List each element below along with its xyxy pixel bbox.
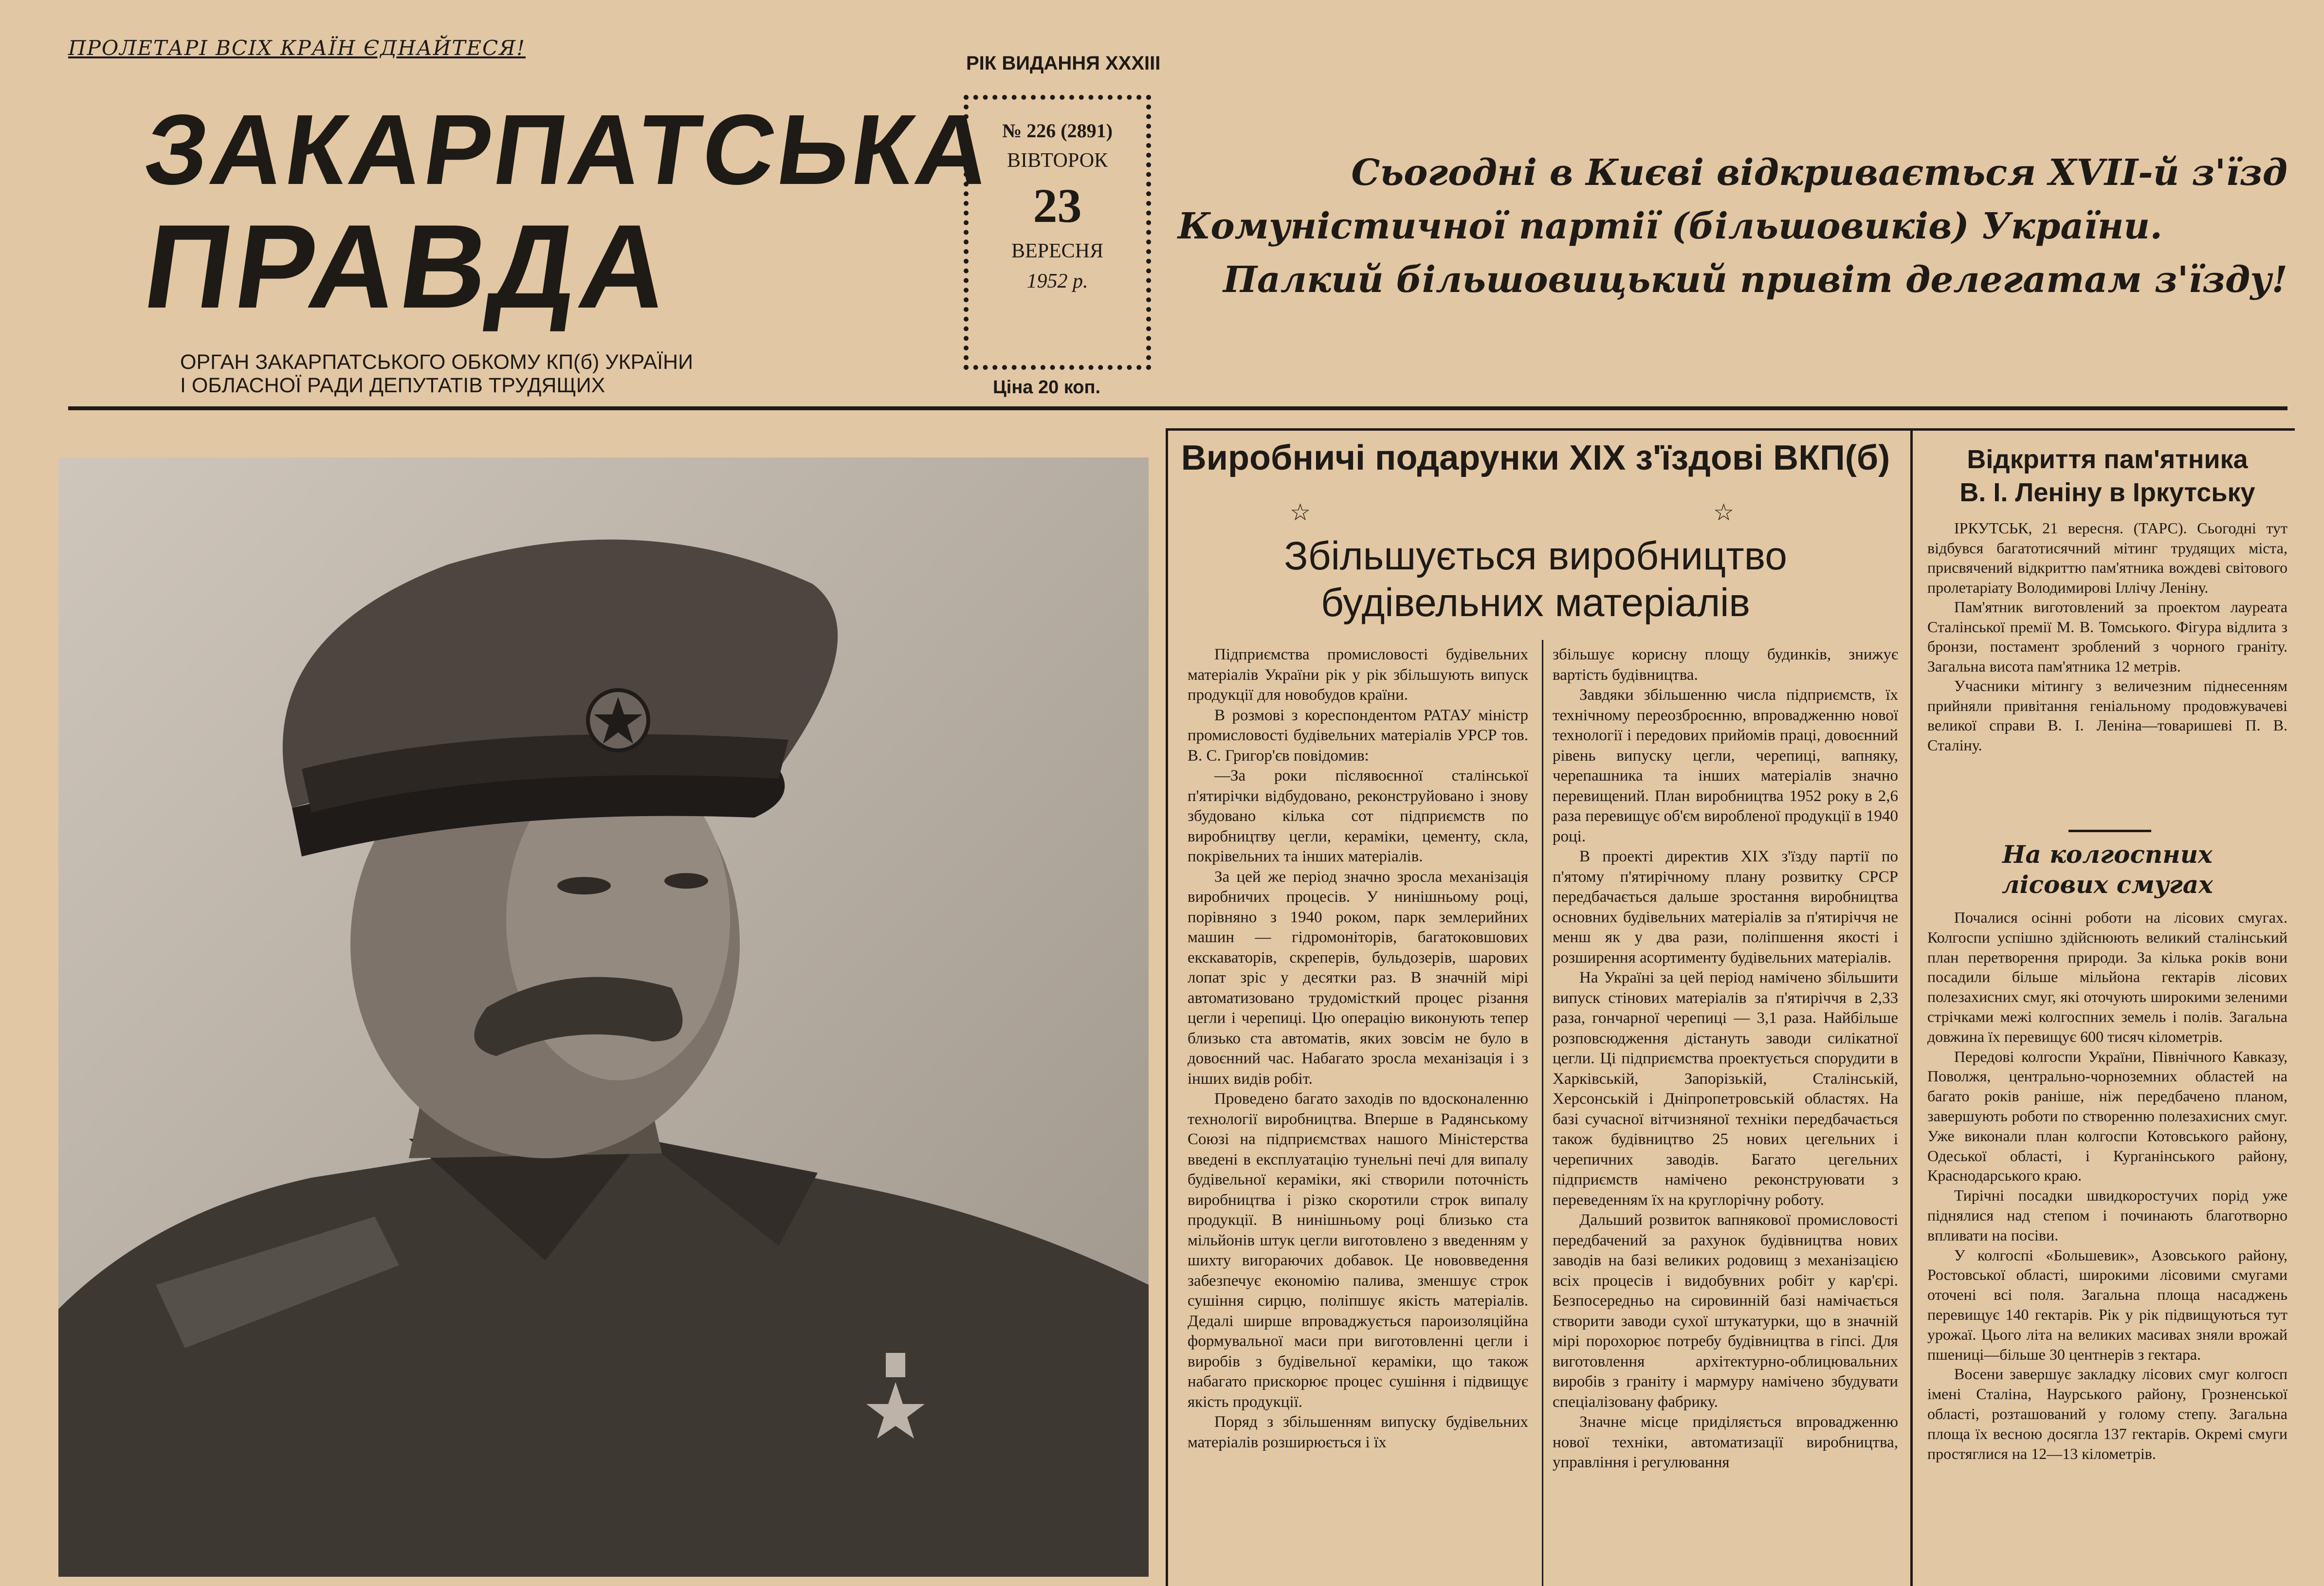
paragraph: Передові колгоспи України, Північного Кавказу, Поволжя, центрально-чорноземних областей на багато років раніше, ніж передбачено планом, завершують роботи по створенню полезахисних смуг. Уже виконали план колгоспи Котовського району, Одеської області, і Курганінського району, Краснодарського краю. <box>1927 1047 2287 1185</box>
article-headline: Виробничі подарунки XIX з'їздові ВКП(б) <box>1181 438 1890 477</box>
article-column-left <box>1188 645 1528 1453</box>
portrait-image <box>58 457 1149 1577</box>
masthead-subtitle: ПРАВДА <box>136 200 681 333</box>
forest-article-headline <box>1922 839 2292 900</box>
paragraph: Пам'ятник виготовлений за проектом лауреата Сталінської премії М. В. Томського. Фігура відлита з бронзи, постамент зроблений з чорного граніту. Загальна висота пам'ятника 12 метрів. <box>1927 598 2287 675</box>
paragraph: Проведено багато заходів по вдосконаленню технології виробництва. Вперше в Радянському Союзі на підприємствах нашого Міністерства введені в експлуатацію тунельні печі для випалу будівельної кераміки, які створили поточність виробництва і різко скоротили строк випалу продукції. В нинішньому році близько ста мільйонів штук цегли виготовлено з введенням у шихту вигораючих добавок. Це нововведення забезпечує економію палива, зменшує строк сушіння сирцю, поліпшує якість матеріалів. Дедалі ширше впроваджується пароизоляційна формувальної маси при виготовленні цегли і виробів з будівельної кераміки, що також набагато прискорює процес сушіння і підвищує якість продукції. <box>1188 1090 1528 1411</box>
organ-statement <box>180 350 693 397</box>
paragraph: ІРКУТСЬК, 21 вересня. (ТАРС). Сьогодні тут відбувся багатотисячний мітинг трудящих міста, присвячений відкриттю пам'ятника вождеві світового пролетаріату Володимирові Іллічу Леніну. <box>1927 519 2287 596</box>
paragraph: За цей же період значно зросла механізація виробничих процесів. У нинішньому році, порівняно з 1940 роком, парк землерийних машин — гідромоніторів, багатоковшових екскаваторів, скреперів, бульдозерів, шарових лопат зріс у десятки раз. В значній мірі автоматизовано трудомісткий процес різання цегли і черепиці. Цю операцію виконують тепер близько ста автоматів, яких зовсім не було в довоєнний час. Набагато зросла механізація і з інших видів робіт. <box>1188 868 1528 1088</box>
headline-line: Відкриття пам'ятника <box>1967 445 2248 474</box>
message-line: Сьогодні в Києві відкривається XVII-й з'їзд <box>1351 152 2287 194</box>
star-icon: ☆ <box>1713 499 1735 526</box>
issue-number: № 226 (2891) <box>1002 120 1113 142</box>
date-day: 23 <box>1033 179 1082 233</box>
paragraph: збільшує корисну площу будинків, знижує вартість будівництва. <box>1553 646 1898 684</box>
header-divider <box>68 406 2287 410</box>
paragraph: У колгоспі «Большевик», Азовського району, Ростовської області, широкими лісовими смугами оточені всі поля. Загальна площа насаджень перевищує 140 гектарів. Рік у рік підвищуються тут урожаї. Цього літа на великих масивах зняли врожай пшениці—більше 30 центнерів з гектара. <box>1927 1246 2287 1363</box>
date-year: 1952 р. <box>1026 270 1088 292</box>
date-month: ВЕРЕСНЯ <box>1011 240 1104 262</box>
star-icon: ☆ <box>1290 499 1311 526</box>
masthead-title: ЗАКАРПАТСЬКА <box>138 94 1000 205</box>
portrait-illustration <box>58 457 1149 1577</box>
headline-line: лісових смугах <box>2001 870 2213 899</box>
organ-line: І ОБЛАСНОЇ РАДИ ДЕПУТАТІВ ТРУДЯЩИХ <box>180 374 605 397</box>
column-divider <box>1542 640 1543 1586</box>
motto: ПРОЛЕТАРІ ВСІХ КРАЇН ЄДНАЙТЕСЯ! <box>68 36 526 60</box>
paragraph: Почалися осінні роботи на лісових смугах. Колгоспи успішно здійснюють великий сталінський план перетворення природи. За кілька років вони посадили більше мільйона гектарів лісових полезахисних смуг, які оточують широкими зеленими стрічками межі колгоспних земель і полів. Загальна довжина їх перевищує 600 тисяч кілометрів. <box>1927 909 2287 1045</box>
message-line: Комуністичної партії (більшовиків) України. <box>1178 205 2162 247</box>
year-label: РІК ВИДАННЯ XXXIII <box>966 53 1161 74</box>
paragraph: Восени завершує закладку лісових смуг колгосп імені Сталіна, Наурського району, Грозненської області, розташований у голому степу. Загальна площа їх весною досягла 137 гектарів. Окремі смуги простяглися на 12—13 кілометрів. <box>1927 1365 2287 1462</box>
front-message <box>1178 146 2287 307</box>
lenin-article-headline <box>1922 443 2292 509</box>
article-subheadline: Збільшується виробництво будівельних матеріалів <box>1284 534 1787 625</box>
organ-line: ОРГАН ЗАКАРПАТСЬКОГО ОБКОМУ КП(б) УКРАЇНИ <box>180 350 694 374</box>
issue-date-box <box>964 95 1151 370</box>
weekday: ВІВТОРОК <box>1006 149 1108 172</box>
column-divider <box>1910 428 1913 1586</box>
price: Ціна 20 коп. <box>993 377 1101 398</box>
paragraph: Дальший розвиток вапнякової промисловості передбачений за рахунок будівництва нових заводів на базі великих родовищ з механізацією всіх процесів і видобувних робіт у кар'єрі. Безпосередньо на сировинній базі намічається створити заводи сухої штукатурки, що в значній мірі порохорює потребу будівництва в гіпсі. Для виготовлення архітектурно-облицювальних виробів з граніту і мармуру намічено збудувати спеціалізовану фабрику. <box>1553 1211 1898 1411</box>
paragraph: Учасники мітингу з величезним піднесенням прийняли привітання геніальному продовжувачеві великої справи В. І. Леніна—товаришеві П. В. Сталіну. <box>1927 677 2287 754</box>
paragraph: Тирічні посадки швидкоростучих порід уже піднялися над степом і починають благотворно впливати на посіви. <box>1927 1186 2287 1244</box>
section-rule <box>1166 428 2295 431</box>
paragraph: В проекті директив XIX з'їзду партії по п'ятому п'ятирічному плану розвитку СРСР передбачається дальше зростання виробництва основних будівельних матеріалів за п'ятиріччя не менш як у два рази, поліпшення якості і розширення асортименту будівельних матеріалів. <box>1553 848 1898 966</box>
paragraph: Значне місце приділяється впровадженню нової техніки, автоматизації виробництва, управління і регулювання <box>1553 1413 1898 1471</box>
paragraph: —За роки післявоєнної сталінської п'ятирічки відбудовано, реконструйовано і знову збудовано кілька сот підприємств по виробництву цегли, кераміки, цементу, скла, покрівельних та інших матеріалів. <box>1188 767 1528 865</box>
message-line: Палкий більшовицький привіт делегатам з'їзду! <box>1223 259 2287 301</box>
paragraph: На Україні за цей період намічено збільшити випуск стінових матеріалів за п'ятиріччя в 2,33 раза, гончарної черепиці — 3,1 раза. Найбільше розповсюдження дістануть заводи силікатної цегли. Ці підприємства проектується спорудити в Харківській, Запорізькій, Сталінській, Херсонській і Дніпропетровській областях. На базі сучасної вітчизняної техніки передбачається також будівництво 25 нових цегельних і черепичних заводів. Багато цегельних підприємств намічено реконструювати з переведенням їх на круглорічну роботу. <box>1553 969 1898 1209</box>
article-column-right <box>1553 645 1898 1473</box>
paragraph: В розмові з кореспондентом РАТАУ міністр промисловості будівельних матеріалів УРСР тов. В. С. Григор'єв повідомив: <box>1188 706 1528 765</box>
lenin-article-body <box>1927 518 2287 755</box>
headline-line: В. І. Леніну в Іркутську <box>1959 478 2255 507</box>
article-separator <box>2068 830 2151 832</box>
column-divider <box>1166 428 1168 1586</box>
paragraph: Поряд з збільшенням випуску будівельних матеріалів розширюється і їх <box>1188 1413 1528 1451</box>
paragraph: Підприємства промисловості будівельних матеріалів України рік у рік збільшують випуск продукції для новобудов країни. <box>1188 646 1528 704</box>
forest-article-body <box>1927 908 2287 1463</box>
paragraph: Завдяки збільшенню числа підприємств, їх технічному переозброєнню, впровадженню нової технології і передових прийомів праці, довоєнний рівень випуску цегли, черепиці, вапняку, черепашника та інших матеріалів значно перевищений. План виробництва 1952 року в 2,6 раза перевищує об'єм виробленої продукції в 1940 році. <box>1553 686 1898 845</box>
headline-line: На колгоспних <box>2002 840 2213 869</box>
